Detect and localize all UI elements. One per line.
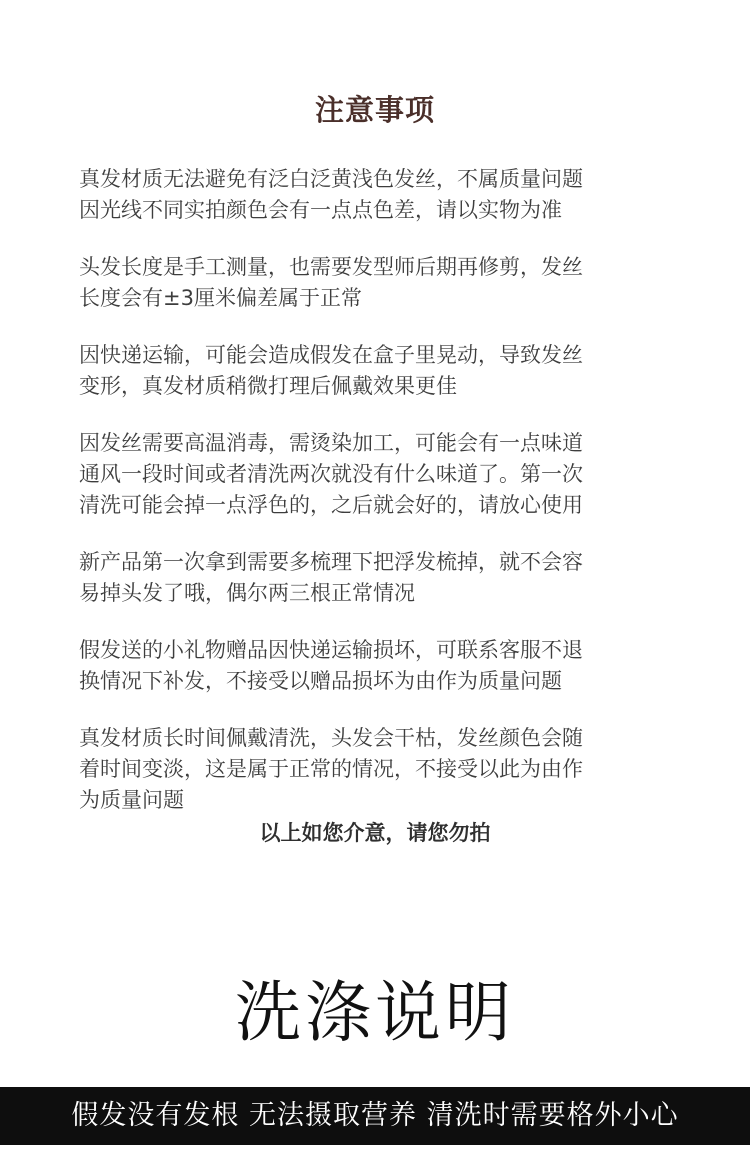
notice-item xyxy=(79,635,679,697)
wash-title: 洗涤说明 xyxy=(235,974,515,1051)
notice-item xyxy=(79,428,679,521)
notice-line: 着时间变淡，这是属于正常的情况，不接受以此为由作 xyxy=(79,757,583,781)
wash-banner xyxy=(0,1087,750,1145)
notice-item xyxy=(79,164,679,226)
notice-line: 长度会有±3厘米偏差属于正常 xyxy=(79,286,362,310)
notice-title: 注意事项 xyxy=(314,93,435,127)
notice-line: 通风一段时间或者清洗两次就没有什么味道了。第一次 xyxy=(79,462,583,486)
notice-line: 因发丝需要高温消毒，需烫染加工，可能会有一点味道 xyxy=(79,431,583,455)
notice-line: 因快递运输，可能会造成假发在盒子里晃动，导致发丝 xyxy=(79,343,583,367)
notice-line: 因光线不同实拍颜色会有一点点色差，请以实物为准 xyxy=(79,198,562,222)
notice-line: 真发材质无法避免有泛白泛黄浅色发丝，不属质量问题 xyxy=(79,167,583,191)
notice-list xyxy=(79,164,679,842)
notice-line: 新产品第一次拿到需要多梳理下把浮发梳掉，就不会容 xyxy=(79,550,583,574)
notice-line: 为质量问题 xyxy=(79,788,184,812)
notice-item xyxy=(79,723,679,816)
notice-item xyxy=(79,547,679,609)
notice-line: 真发材质长时间佩戴清洗，头发会干枯，发丝颜色会随 xyxy=(79,726,583,750)
notice-line: 头发长度是手工测量，也需要发型师后期再修剪，发丝 xyxy=(79,255,583,279)
notice-line: 假发送的小礼物赠品因快递运输损坏，可联系客服不退 xyxy=(79,638,583,662)
notice-line: 变形，真发材质稍微打理后佩戴效果更佳 xyxy=(79,374,457,398)
notice-footer: 以上如您介意，请您勿拍 xyxy=(259,821,491,845)
notice-line: 换情况下补发，不接受以赠品损坏为由作为质量问题 xyxy=(79,669,562,693)
notice-item xyxy=(79,252,679,314)
notice-line: 清洗可能会掉一点浮色的，之后就会好的，请放心使用 xyxy=(79,493,583,517)
notice-line: 易掉头发了哦，偶尔两三根正常情况 xyxy=(79,581,415,605)
wash-banner-text: 假发没有发根 无法摄取营养 清洗时需要格外小心 xyxy=(71,1100,679,1131)
notice-item xyxy=(79,340,679,402)
